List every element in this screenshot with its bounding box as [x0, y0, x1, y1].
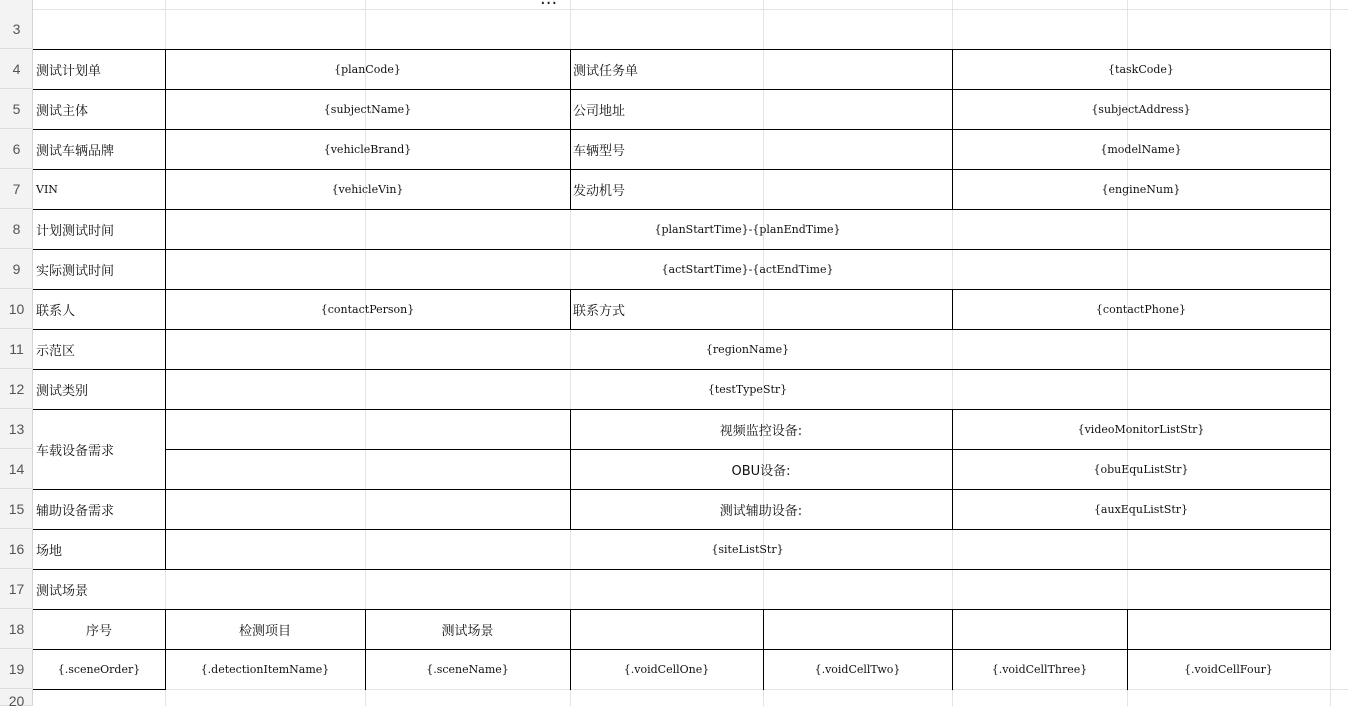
header-test-scene[interactable]: 测试场景 — [441, 623, 494, 639]
cell-vehicle-brand[interactable]: {vehicleBrand} — [323, 142, 412, 156]
row-number[interactable]: 15 — [0, 489, 33, 529]
label-task-code[interactable]: 测试任务单 — [573, 63, 639, 79]
row-number[interactable]: 12 — [0, 369, 33, 409]
cell-task-code[interactable]: {taskCode} — [1108, 62, 1174, 76]
cell-subject-name[interactable]: {subjectName} — [323, 102, 412, 116]
cell-obu-equipment[interactable]: {obuEquListStr} — [1093, 462, 1189, 476]
row-number[interactable]: 19 — [0, 649, 33, 689]
cell-scene-name[interactable]: {.sceneName} — [426, 662, 509, 676]
row-header-column — [0, 0, 33, 709]
label-video-monitor[interactable]: 视频监控设备: — [719, 423, 803, 439]
row-number[interactable]: 9 — [0, 249, 33, 289]
row-number[interactable]: 7 — [0, 169, 33, 209]
label-obu-equipment[interactable]: OBU设备: — [731, 463, 791, 479]
row-number[interactable]: 11 — [0, 329, 33, 369]
cell-plan-code[interactable]: {planCode} — [334, 62, 401, 76]
cell-plan-time[interactable]: {planStartTime}-{planEndTime} — [654, 222, 841, 236]
cell-test-type[interactable]: {testTypeStr} — [707, 382, 788, 396]
label-site[interactable]: 场地 — [36, 543, 63, 559]
cell-empty[interactable] — [165, 489, 570, 529]
label-engine-num[interactable]: 发动机号 — [573, 183, 626, 199]
row-number[interactable]: 16 — [0, 529, 33, 569]
row-number[interactable]: 13 — [0, 409, 33, 449]
row-number[interactable]: 5 — [0, 89, 33, 129]
label-contact-phone[interactable]: 联系方式 — [573, 303, 626, 319]
cell-actual-time[interactable]: {actStartTime}-{actEndTime} — [661, 262, 834, 276]
cell-subject-address[interactable]: {subjectAddress} — [1091, 102, 1191, 116]
cell-void-two[interactable]: {.voidCellTwo} — [814, 662, 901, 676]
label-vin[interactable]: VIN — [36, 182, 58, 196]
row-number[interactable]: 18 — [0, 609, 33, 649]
label-test-type[interactable]: 测试类别 — [36, 383, 89, 399]
cell-engine-num[interactable]: {engineNum} — [1101, 182, 1181, 196]
cell-empty[interactable] — [165, 449, 570, 489]
label-aux-equipment[interactable]: 测试辅助设备: — [719, 503, 803, 519]
cell-model-name[interactable]: {modelName} — [1100, 142, 1182, 156]
label-region[interactable]: 示范区 — [36, 343, 76, 359]
label-plan-code[interactable]: 测试计划单 — [36, 63, 102, 79]
row-number[interactable]: 4 — [0, 49, 33, 89]
row-number[interactable]: 10 — [0, 289, 33, 329]
label-subject-address[interactable]: 公司地址 — [573, 103, 626, 119]
cell-video-monitor[interactable]: {videoMonitorListStr} — [1077, 422, 1205, 436]
row-number[interactable]: 20 — [0, 689, 33, 706]
label-actual-time[interactable]: 实际测试时间 — [36, 263, 115, 279]
row-number[interactable]: 14 — [0, 449, 33, 489]
label-model-name[interactable]: 车辆型号 — [573, 143, 626, 159]
cell-void-one[interactable]: {.voidCellOne} — [623, 662, 710, 676]
sheet-title-partial — [540, 0, 557, 9]
label-vehicle-equipment[interactable]: 车载设备需求 — [36, 443, 115, 459]
label-subject-name[interactable]: 测试主体 — [36, 103, 89, 119]
label-aux-equipment-need[interactable]: 辅助设备需求 — [36, 503, 115, 519]
label-plan-time[interactable]: 计划测试时间 — [36, 223, 115, 239]
cell-vehicle-vin[interactable]: {vehicleVin} — [331, 182, 404, 196]
cell-void-three[interactable]: {.voidCellThree} — [991, 662, 1088, 676]
label-contact-person[interactable]: 联系人 — [36, 303, 76, 319]
cell-scene-order[interactable]: {.sceneOrder} — [57, 662, 141, 676]
label-test-scenes[interactable]: 测试场景 — [36, 583, 89, 599]
label-vehicle-brand[interactable]: 测试车辆品牌 — [36, 143, 115, 159]
cell-detection-item-name[interactable]: {.detectionItemName} — [200, 662, 330, 676]
cell-contact-person[interactable]: {contactPerson} — [320, 302, 415, 316]
cell-empty[interactable] — [165, 409, 570, 449]
cell-region-name[interactable]: {regionName} — [705, 342, 790, 356]
cell-void-four[interactable]: {.voidCellFour} — [1184, 662, 1273, 676]
header-detection-item[interactable]: 检测项目 — [238, 623, 291, 639]
cell-aux-equipment[interactable]: {auxEquListStr} — [1093, 502, 1189, 516]
row-number[interactable]: 17 — [0, 569, 33, 609]
row-number[interactable]: 8 — [0, 209, 33, 249]
row-number[interactable]: 6 — [0, 129, 33, 169]
cell-contact-phone[interactable]: {contactPhone} — [1095, 302, 1187, 316]
header-scene-order[interactable]: 序号 — [85, 623, 112, 639]
cell-site-list[interactable]: {siteListStr} — [711, 542, 784, 556]
row-number[interactable]: 3 — [0, 9, 33, 49]
